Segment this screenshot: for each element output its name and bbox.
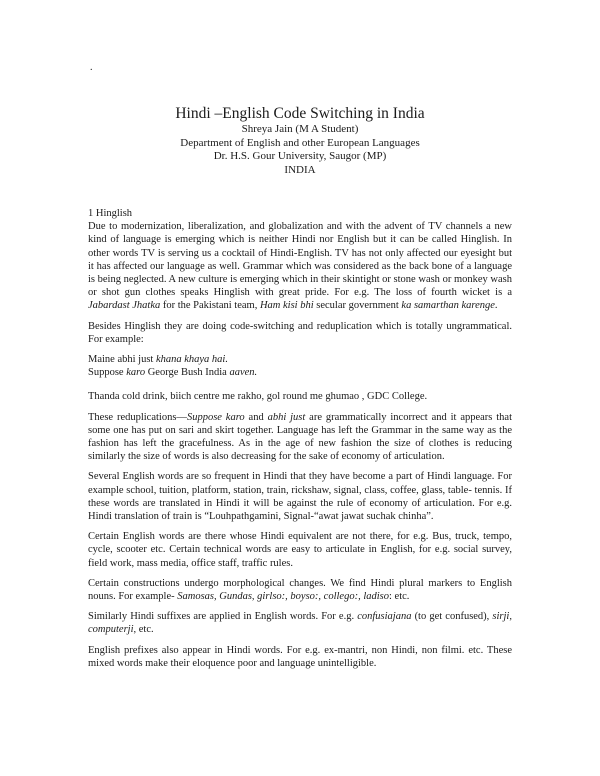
- paper-title: Hindi –English Code Switching in India: [175, 105, 425, 122]
- example-line-1: Maine abhi just khana khaya hai.: [88, 354, 228, 366]
- paragraph-code-switching: Besides Hinglish they are doing code-switching and reduplication which is totally ungrammatical. For example:: [88, 320, 512, 345]
- page-marker: .: [90, 62, 93, 73]
- paragraph-hinglish-intro: Due to modernization, liberalization, and globalization and with the advent of TV channels a new kind of language is emerging which is neither Hindi nor English but it can be called Hinglish. In other words TV is serving us a cocktail of Hindi-English. TV has not only affected our eyesight but it has affected our language as well. Grammar which was considered as the back bone of a language is being neglected. A new culture is emerging which in their skintight or stone wash or monkey wash or shot gun clothes speaks Hinglish with great pride. For e.g. The loss of fourth wicket is a Jabardast Jhatka for the Pakistani team, Ham kisi bhi secular government ka samarthan karenge.: [88, 221, 512, 312]
- country-name: INDIA: [284, 163, 316, 176]
- paragraph-morphology: Certain constructions undergo morphological changes. We find Hindi plural markers to English nouns. For example- Samosas, Gundas, girlso:, boyso:, collego:, ladiso: etc.: [88, 577, 512, 603]
- paragraph-suffixes: Similarly Hindi suffixes are applied in English words. For e.g. confusiajana (to get confused), sirji, computerji, etc.: [88, 611, 512, 636]
- paragraph-english-words: Several English words are so frequent in Hindi that they have become a part of Hindi language. For example school, tuition, platform, station, train, rickshaw, signal, class, coffee, glass, table- tennis. If these words are translated in Hindi it will be against the rule of economy of articulation. For e.g. Hindi translation of train is “Louhpathgamini, Signal-“awat jawat suchak chinha”.: [88, 471, 512, 523]
- paragraph-no-equivalent: Certain English words are there whose Hindi equivalent are not there, for e.g. Bus, truck, tempo, cycle, scooter etc. Certain technical words are easy to articulate in English, for e.g. social survey, field work, mass media, office staff, traffic rules.: [88, 531, 512, 569]
- author-name: Shreya Jain (M A Student): [241, 123, 359, 135]
- example-line-2: Suppose karo George Bush India aaven.: [88, 367, 258, 379]
- paragraph-reduplications: These reduplications—Suppose karo and abhi just are grammatically incorrect and it appears that some one has put on sari and skirt together. Language has left the Grammar in the same way as the fashion has left the gracefulness. As in the age of new fashion the size of clothes is reducing similarly the size of words is also decreasing for the sake of economy of articulation.: [88, 411, 512, 463]
- university-name: Dr. H.S. Gour University, Saugor (MP): [213, 150, 387, 162]
- paper-body: [88, 207, 512, 677]
- section-heading: 1 Hinglish: [88, 208, 133, 219]
- example-line-3: Thanda cold drink, biich centre me rakho, gol round me ghumao , GDC College.: [88, 391, 428, 403]
- paper-header: [0, 105, 600, 177]
- paragraph-prefixes: English prefixes also appear in Hindi words. For e.g. ex-mantri, non Hindi, non filmi. etc. These mixed words make their eloquence poor and language unintelligible.: [88, 644, 512, 669]
- department-name: Department of English and other European Languages: [180, 136, 420, 149]
